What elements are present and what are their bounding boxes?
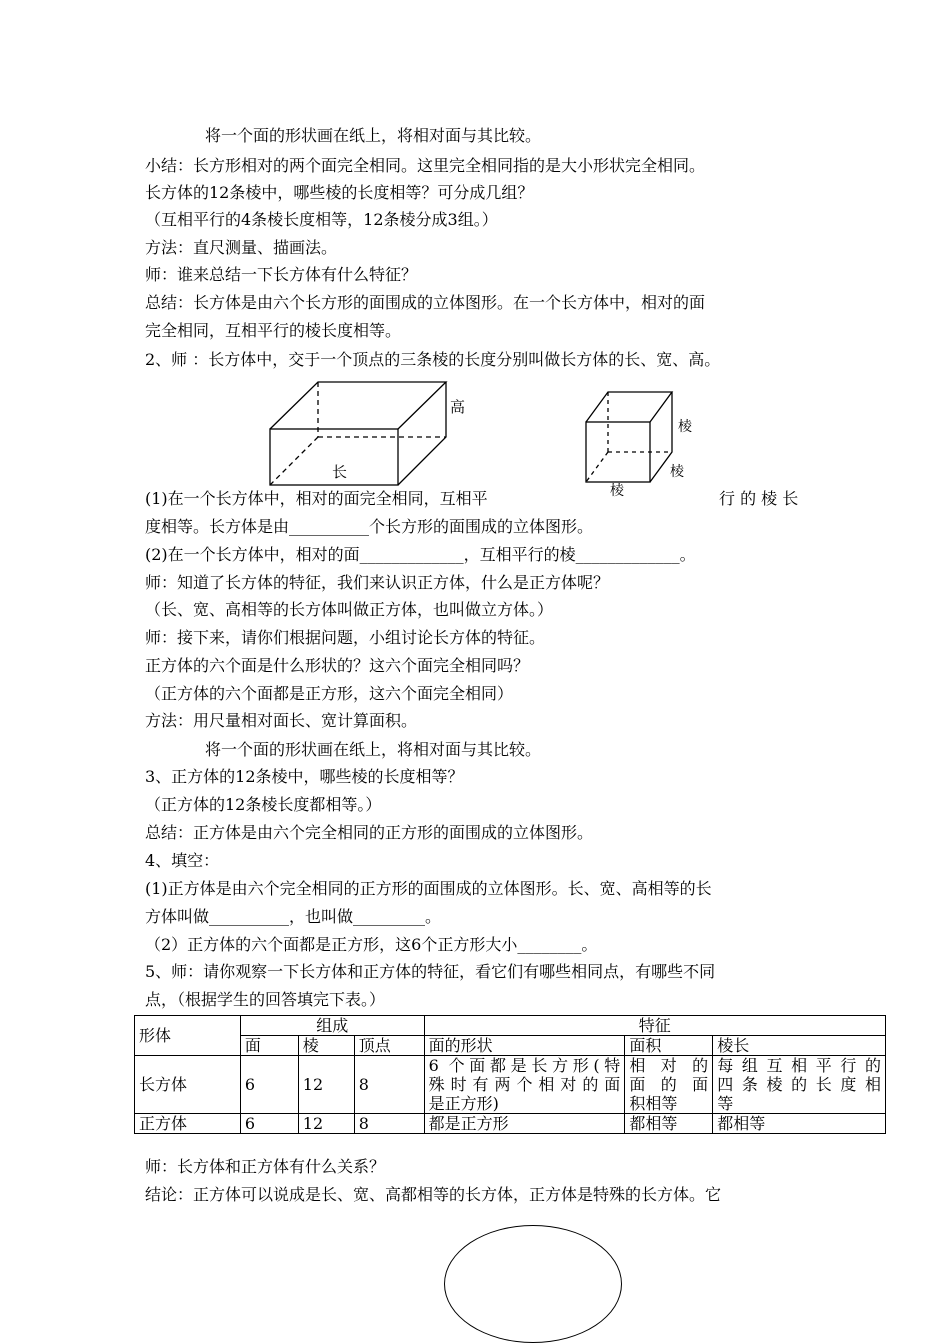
cell-line: 面 的 面 xyxy=(629,1075,709,1094)
text-line: 正方体的六个面是什么形状的？这六个面完全相同吗？ xyxy=(145,656,530,675)
cell-line: 是正方形) xyxy=(428,1094,499,1113)
cuboid-hidden-edges xyxy=(270,382,446,485)
header-faces: 面 xyxy=(240,1036,298,1056)
cell-vertices: 8 xyxy=(354,1114,424,1134)
cuboid-right-edges xyxy=(398,382,446,485)
text-line: 5、师：请你观察一下长方体和正方体的特征，看它们有哪些相同点，有哪些不同 xyxy=(145,962,716,981)
header-shape: 形体 xyxy=(135,1016,241,1056)
cell-line: 四条棱的长度相 xyxy=(717,1075,881,1094)
cell-shape: 长方体 xyxy=(135,1056,241,1114)
cell-line: 积相等 xyxy=(629,1094,678,1113)
text-line: 方法：直尺测量、描画法。 xyxy=(145,238,338,257)
text-line: 总结：长方体是由六个长方形的面围成的立体图形。在一个长方体中，相对的面 xyxy=(145,293,706,312)
text-line: (1)在一个长方体中，相对的面完全相同，互相平 xyxy=(145,489,488,508)
text-line: 总结：正方体是由六个完全相同的正方形的面围成的立体图形。 xyxy=(145,823,594,842)
table-row xyxy=(135,1114,886,1134)
cell-edge-length: 都相等 xyxy=(713,1114,886,1134)
text-line: 小结：长方形相对的两个面完全相同。这里完全相同指的是大小形状完全相同。 xyxy=(145,156,706,175)
text-line: （2）正方体的六个面都是正方形，这6个正方形大小________。 xyxy=(145,935,598,954)
cell-shape: 正方体 xyxy=(135,1114,241,1134)
cuboid-figure xyxy=(262,378,482,490)
cell-area xyxy=(625,1056,713,1114)
cube-figure xyxy=(578,388,708,500)
cube-right-edges xyxy=(650,392,672,482)
cube-edge-label-right: 棱 xyxy=(678,419,692,435)
text-line: 度相等。长方体是由__________个长方形的面围成的立体图形。 xyxy=(145,517,594,536)
text-line: 点，（根据学生的回答填完下表。） xyxy=(145,990,386,1009)
cube-edge-label-bottom: 棱 xyxy=(610,483,624,499)
cube-top-face xyxy=(586,392,672,422)
text-line: (2)在一个长方体中，相对的面_____________，互相平行的棱_____________。 xyxy=(145,545,696,564)
text-line: 师：谁来总结一下长方体有什么特征？ xyxy=(145,265,418,284)
text-line: 方法：用尺量相对面长、宽计算面积。 xyxy=(145,711,418,730)
text-line: 将一个面的形状画在纸上，将相对面与其比较。 xyxy=(205,740,542,759)
text-line: 3、正方体的12条棱中，哪些棱的长度相等？ xyxy=(145,767,464,786)
text-line: （正方体的12条棱长度都相等。） xyxy=(145,795,382,814)
text-line: 师：接下来，请你们根据问题，小组讨论长方体的特征。 xyxy=(145,628,546,647)
cell-edges: 12 xyxy=(298,1056,354,1114)
text-line: 方体叫做__________，也叫做_________。 xyxy=(145,907,442,926)
comparison-table xyxy=(134,1015,886,1134)
header-area: 面积 xyxy=(625,1036,713,1056)
cell-faces: 6 xyxy=(240,1056,298,1114)
cell-line: 殊时有两个相对的面 xyxy=(428,1075,621,1094)
cuboid-height-label: 高 xyxy=(450,398,466,416)
text-line: 师：知道了长方体的特征，我们来认识正方体，什么是正方体呢？ xyxy=(145,573,610,592)
cell-line: 相 对 的 xyxy=(629,1056,709,1075)
header-face-shape: 面的形状 xyxy=(424,1036,625,1056)
table-row xyxy=(135,1056,886,1114)
header-vertices: 顶点 xyxy=(354,1036,424,1056)
text-line: 完全相同，互相平行的棱长度相等。 xyxy=(145,321,402,340)
text-line: 将一个面的形状画在纸上，将相对面与其比较。 xyxy=(205,126,542,145)
text-line: 4、填空： xyxy=(145,851,220,870)
cell-faces: 6 xyxy=(240,1114,298,1134)
cell-line: 等 xyxy=(717,1094,734,1113)
header-edges: 棱 xyxy=(298,1036,354,1056)
cuboid-length-label: 长 xyxy=(332,463,348,481)
text-line: 行 的 棱 长 xyxy=(719,489,799,508)
header-features: 特征 xyxy=(424,1016,885,1036)
text-line: 结论：正方体可以说成是长、宽、高都相等的长方体，正方体是特殊的长方体。它 xyxy=(145,1185,722,1204)
header-composition: 组成 xyxy=(240,1016,424,1036)
cuboid-top-face xyxy=(270,382,446,429)
text-line: 2、师 ：长方体中，交于一个顶点的三条棱的长度分别叫做长方体的长、宽、高。 xyxy=(145,350,721,369)
cell-face-shape xyxy=(424,1056,625,1114)
page-footer-ellipse xyxy=(444,1225,622,1343)
cell-area: 都相等 xyxy=(625,1114,713,1134)
cell-edge-length xyxy=(713,1056,886,1114)
cube-edge-label-bottom-right: 棱 xyxy=(670,464,684,480)
cell-line: 每组互相平行的 xyxy=(717,1056,881,1075)
cell-line: 6 个面都是长方形(特 xyxy=(428,1056,621,1075)
text-line: (1)正方体是由六个完全相同的正方形的面围成的立体图形。长、宽、高相等的长 xyxy=(145,879,712,898)
cell-vertices: 8 xyxy=(354,1056,424,1114)
text-line: （长、宽、高相等的长方体叫做正方体，也叫做立方体。） xyxy=(145,600,554,619)
cell-face-shape: 都是正方形 xyxy=(424,1114,625,1134)
cell-edges: 12 xyxy=(298,1114,354,1134)
header-edge-length: 棱长 xyxy=(713,1036,886,1056)
text-line: （互相平行的4条棱长度相等，12条棱分成3组。） xyxy=(145,210,498,229)
text-line: 长方体的12条棱中，哪些棱的长度相等？可分成几组？ xyxy=(145,183,534,202)
text-line: 师：长方体和正方体有什么关系？ xyxy=(145,1157,386,1176)
text-line: （正方体的六个面都是正方形，这六个面完全相同） xyxy=(145,684,514,703)
